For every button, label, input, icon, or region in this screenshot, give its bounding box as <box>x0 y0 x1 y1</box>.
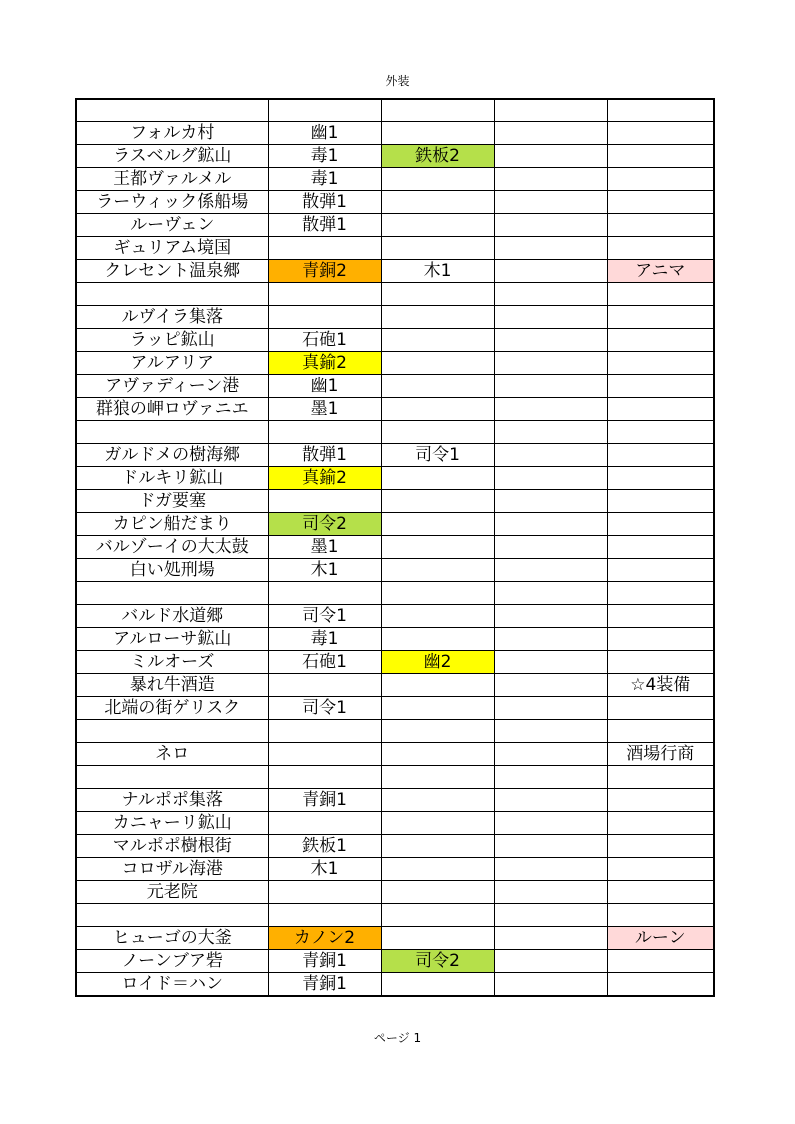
cell-col2: 青銅1 <box>268 789 381 812</box>
cell-note <box>607 559 714 582</box>
cell-col2: 青銅1 <box>268 973 381 997</box>
cell-col4 <box>494 743 607 766</box>
cell-location: ルヴイラ集落 <box>76 306 268 329</box>
cell-note: 酒場行商 <box>607 743 714 766</box>
cell-location: ルーヴェン <box>76 214 268 237</box>
cell-note <box>607 490 714 513</box>
cell-note <box>607 904 714 927</box>
cell-location: 群狼の岬ロヴァニエ <box>76 398 268 421</box>
cell-col3 <box>381 536 494 559</box>
cell-location: ドガ要塞 <box>76 490 268 513</box>
cell-col3 <box>381 490 494 513</box>
cell-note <box>607 697 714 720</box>
cell-col3 <box>381 421 494 444</box>
cell-note <box>607 766 714 789</box>
cell-col2: 毒1 <box>268 628 381 651</box>
cell-note <box>607 789 714 812</box>
cell-col2: 鉄板1 <box>268 835 381 858</box>
cell-col4 <box>494 444 607 467</box>
cell-col2 <box>268 720 381 743</box>
table-row <box>76 812 714 835</box>
cell-col3 <box>381 697 494 720</box>
cell-col2: 石砲1 <box>268 329 381 352</box>
cell-col4 <box>494 398 607 421</box>
cell-location: ネロ <box>76 743 268 766</box>
cell-col4 <box>494 329 607 352</box>
cell-col2 <box>268 812 381 835</box>
cell-note <box>607 973 714 997</box>
cell-col3 <box>381 513 494 536</box>
cell-col2 <box>268 306 381 329</box>
cell-location <box>76 421 268 444</box>
cell-note <box>607 628 714 651</box>
table-row <box>76 559 714 582</box>
cell-col2: 毒1 <box>268 145 381 168</box>
cell-col4 <box>494 513 607 536</box>
cell-location: コロザル海港 <box>76 858 268 881</box>
cell-note <box>607 421 714 444</box>
cell-col3 <box>381 743 494 766</box>
cell-col3 <box>381 306 494 329</box>
cell-col2: 真鍮2 <box>268 467 381 490</box>
table-row <box>76 375 714 398</box>
cell-col3 <box>381 812 494 835</box>
cell-col3 <box>381 835 494 858</box>
cell-location: ドルキリ鉱山 <box>76 467 268 490</box>
cell-location: カピン船だまり <box>76 513 268 536</box>
cell-col2 <box>268 766 381 789</box>
cell-col4 <box>494 812 607 835</box>
table-row <box>76 628 714 651</box>
cell-col4 <box>494 421 607 444</box>
cell-col2: 散弾1 <box>268 191 381 214</box>
table-row <box>76 674 714 697</box>
table-row <box>76 927 714 950</box>
cell-col4 <box>494 559 607 582</box>
cell-location: ガルドメの樹海郷 <box>76 444 268 467</box>
cell-col2: 木1 <box>268 858 381 881</box>
cell-note <box>607 605 714 628</box>
cell-col4 <box>494 99 607 122</box>
table-row <box>76 720 714 743</box>
cell-col4 <box>494 927 607 950</box>
cell-note <box>607 950 714 973</box>
cell-note: ルーン <box>607 927 714 950</box>
table-row <box>76 145 714 168</box>
table-row <box>76 881 714 904</box>
table-row <box>76 835 714 858</box>
cell-col3: 鉄板2 <box>381 145 494 168</box>
cell-location: バルド水道郷 <box>76 605 268 628</box>
cell-location: ラッピ鉱山 <box>76 329 268 352</box>
cell-col3 <box>381 375 494 398</box>
table-row <box>76 973 714 997</box>
cell-col3 <box>381 858 494 881</box>
cell-col4 <box>494 950 607 973</box>
cell-note <box>607 99 714 122</box>
cell-location: 王都ヴァルメル <box>76 168 268 191</box>
spreadsheet-table <box>75 98 715 997</box>
cell-col4 <box>494 973 607 997</box>
cell-col2 <box>268 283 381 306</box>
cell-note <box>607 398 714 421</box>
cell-col3 <box>381 214 494 237</box>
cell-col2: 司令2 <box>268 513 381 536</box>
cell-col2 <box>268 99 381 122</box>
cell-location: 北端の街ゲリスク <box>76 697 268 720</box>
cell-col3 <box>381 283 494 306</box>
cell-col3: 司令2 <box>381 950 494 973</box>
cell-note <box>607 375 714 398</box>
cell-col4 <box>494 352 607 375</box>
page-footer: ページ 1 <box>373 1031 422 1045</box>
cell-col3 <box>381 398 494 421</box>
cell-col2: 墨1 <box>268 398 381 421</box>
cell-col2: 青銅1 <box>268 950 381 973</box>
cell-col4 <box>494 789 607 812</box>
cell-note <box>607 881 714 904</box>
cell-note: ☆4装備 <box>607 674 714 697</box>
cell-location: 白い処刑場 <box>76 559 268 582</box>
cell-location: アルアリア <box>76 352 268 375</box>
cell-col2: 幽1 <box>268 375 381 398</box>
cell-col3 <box>381 191 494 214</box>
cell-col3 <box>381 237 494 260</box>
cell-note <box>607 283 714 306</box>
cell-col3 <box>381 628 494 651</box>
cell-location: ヒューゴの大釜 <box>76 927 268 950</box>
cell-col2 <box>268 490 381 513</box>
cell-col2 <box>268 743 381 766</box>
cell-note <box>607 191 714 214</box>
cell-col3 <box>381 559 494 582</box>
cell-col3 <box>381 122 494 145</box>
cell-location: ラスベルグ鉱山 <box>76 145 268 168</box>
cell-col4 <box>494 835 607 858</box>
cell-col4 <box>494 904 607 927</box>
table-row <box>76 467 714 490</box>
cell-note: アニマ <box>607 260 714 283</box>
cell-note <box>607 467 714 490</box>
cell-col4 <box>494 260 607 283</box>
cell-col2 <box>268 674 381 697</box>
cell-col4 <box>494 605 607 628</box>
table-row <box>76 743 714 766</box>
cell-col2: 散弾1 <box>268 444 381 467</box>
cell-col3: 幽2 <box>381 651 494 674</box>
cell-col3 <box>381 352 494 375</box>
cell-col4 <box>494 697 607 720</box>
cell-note <box>607 237 714 260</box>
cell-location: ラーウィック係船場 <box>76 191 268 214</box>
cell-note <box>607 122 714 145</box>
cell-col4 <box>494 237 607 260</box>
cell-col4 <box>494 214 607 237</box>
table-row <box>76 122 714 145</box>
table-row <box>76 950 714 973</box>
table-row <box>76 421 714 444</box>
cell-location: マルポポ樹根街 <box>76 835 268 858</box>
cell-col3 <box>381 766 494 789</box>
table-row <box>76 513 714 536</box>
cell-note <box>607 536 714 559</box>
cell-location <box>76 582 268 605</box>
cell-col2: 木1 <box>268 559 381 582</box>
cell-col3 <box>381 927 494 950</box>
cell-col3 <box>381 467 494 490</box>
cell-col2: 石砲1 <box>268 651 381 674</box>
table-row <box>76 214 714 237</box>
cell-note <box>607 651 714 674</box>
cell-note <box>607 352 714 375</box>
cell-col4 <box>494 720 607 743</box>
cell-location <box>76 283 268 306</box>
cell-col3 <box>381 329 494 352</box>
cell-note <box>607 858 714 881</box>
cell-note <box>607 835 714 858</box>
table-row <box>76 536 714 559</box>
table-row <box>76 697 714 720</box>
cell-col2: カノン2 <box>268 927 381 950</box>
cell-col2: 散弾1 <box>268 214 381 237</box>
table-row <box>76 283 714 306</box>
cell-location: ミルオーズ <box>76 651 268 674</box>
table-row <box>76 260 714 283</box>
cell-col4 <box>494 490 607 513</box>
table-row <box>76 789 714 812</box>
table-row <box>76 651 714 674</box>
cell-note <box>607 513 714 536</box>
cell-col2 <box>268 237 381 260</box>
cell-location <box>76 99 268 122</box>
cell-location: 暴れ牛酒造 <box>76 674 268 697</box>
cell-col4 <box>494 628 607 651</box>
cell-col4 <box>494 858 607 881</box>
table-row <box>76 904 714 927</box>
cell-col2: 幽1 <box>268 122 381 145</box>
cell-col2 <box>268 421 381 444</box>
cell-col2: 司令1 <box>268 697 381 720</box>
cell-location: フォルカ村 <box>76 122 268 145</box>
cell-col3 <box>381 605 494 628</box>
table-row <box>76 168 714 191</box>
cell-note <box>607 168 714 191</box>
cell-col2: 毒1 <box>268 168 381 191</box>
cell-col2 <box>268 904 381 927</box>
cell-col3 <box>381 720 494 743</box>
cell-col2 <box>268 881 381 904</box>
table-row <box>76 582 714 605</box>
table-row <box>76 99 714 122</box>
table-row <box>76 237 714 260</box>
cell-note <box>607 720 714 743</box>
cell-note <box>607 329 714 352</box>
cell-col4 <box>494 536 607 559</box>
cell-col4 <box>494 145 607 168</box>
cell-col4 <box>494 283 607 306</box>
cell-note <box>607 812 714 835</box>
cell-col4 <box>494 582 607 605</box>
cell-col2: 司令1 <box>268 605 381 628</box>
table-row <box>76 766 714 789</box>
cell-note <box>607 306 714 329</box>
cell-col3 <box>381 973 494 997</box>
cell-col3 <box>381 168 494 191</box>
table-row <box>76 329 714 352</box>
cell-location: ナルポポ集落 <box>76 789 268 812</box>
cell-col2 <box>268 582 381 605</box>
cell-col2: 墨1 <box>268 536 381 559</box>
table-row <box>76 191 714 214</box>
cell-col3 <box>381 674 494 697</box>
cell-location <box>76 904 268 927</box>
table-row <box>76 352 714 375</box>
table-row <box>76 858 714 881</box>
cell-col4 <box>494 191 607 214</box>
cell-location: カニャーリ鉱山 <box>76 812 268 835</box>
cell-col4 <box>494 467 607 490</box>
cell-col4 <box>494 306 607 329</box>
cell-location: ロイド＝ハン <box>76 973 268 997</box>
cell-col4 <box>494 881 607 904</box>
cell-note <box>607 214 714 237</box>
cell-col2: 真鍮2 <box>268 352 381 375</box>
cell-location: ノーンブア砦 <box>76 950 268 973</box>
cell-location: アヴァディーン港 <box>76 375 268 398</box>
cell-col4 <box>494 651 607 674</box>
cell-location: バルゾーイの大太鼓 <box>76 536 268 559</box>
cell-col4 <box>494 122 607 145</box>
cell-location: ギュリアム境国 <box>76 237 268 260</box>
cell-col3 <box>381 881 494 904</box>
cell-col3 <box>381 99 494 122</box>
cell-location <box>76 766 268 789</box>
cell-col3 <box>381 789 494 812</box>
cell-location: クレセント温泉郷 <box>76 260 268 283</box>
cell-note <box>607 582 714 605</box>
page-header: 外装 <box>385 74 410 88</box>
cell-col2: 青銅2 <box>268 260 381 283</box>
cell-col3: 司令1 <box>381 444 494 467</box>
cell-location: 元老院 <box>76 881 268 904</box>
cell-note <box>607 444 714 467</box>
table-row <box>76 490 714 513</box>
cell-col4 <box>494 375 607 398</box>
table-row <box>76 306 714 329</box>
cell-location <box>76 720 268 743</box>
table-row <box>76 444 714 467</box>
cell-col3: 木1 <box>381 260 494 283</box>
cell-col3 <box>381 904 494 927</box>
cell-col3 <box>381 582 494 605</box>
table-row <box>76 605 714 628</box>
table-row <box>76 398 714 421</box>
cell-location: アルローサ鉱山 <box>76 628 268 651</box>
cell-note <box>607 145 714 168</box>
cell-col4 <box>494 766 607 789</box>
cell-col4 <box>494 168 607 191</box>
cell-col4 <box>494 674 607 697</box>
